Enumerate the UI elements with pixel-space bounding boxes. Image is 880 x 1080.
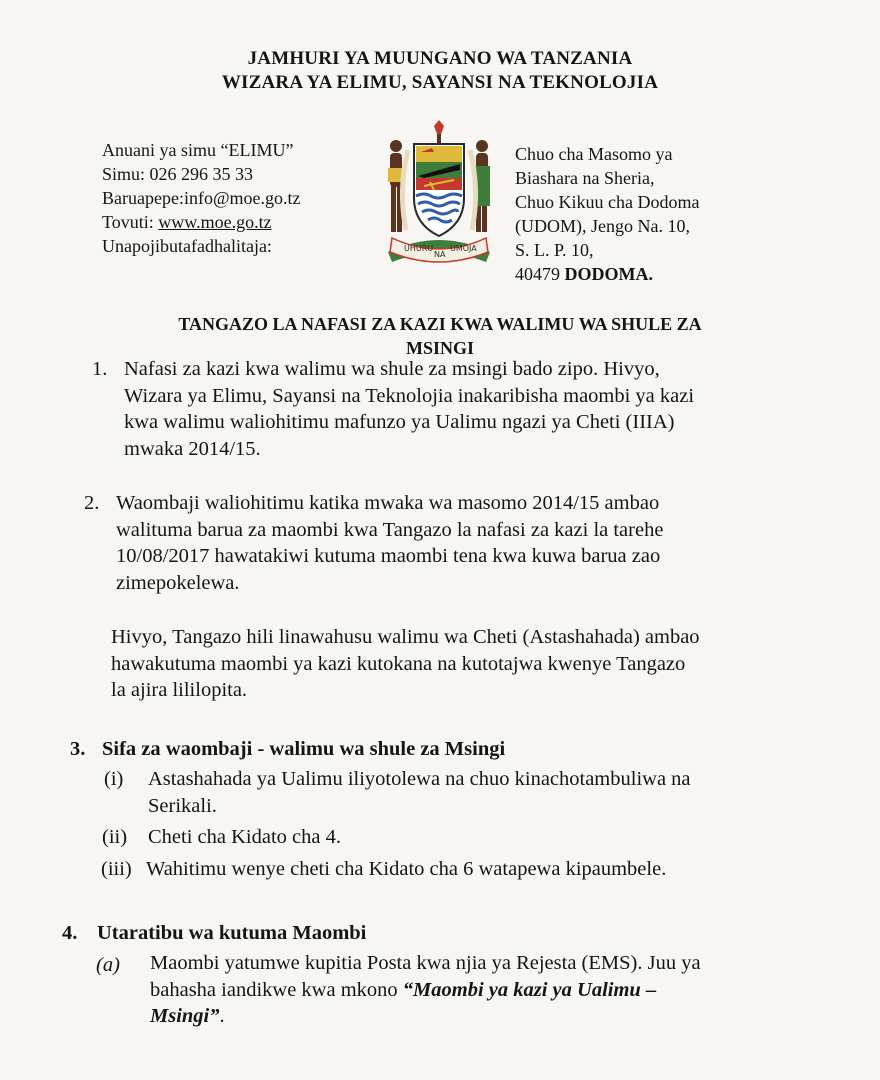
step-a-line [150, 1003, 701, 1030]
address-line-6 [515, 262, 699, 286]
req-ii-number: (ii) [102, 826, 128, 848]
ministry-header-line2: WIZARA YA ELIMU, SAYANSI NA TEKNOLOJIA [221, 72, 659, 93]
motto-right: UMOJA [450, 244, 477, 253]
paragraph-2-line: zimepokelewa. [116, 571, 240, 594]
announcement-title-line2: MSINGI [405, 338, 474, 358]
req-ii-text: Cheti cha Kidato cha 4. [148, 826, 341, 848]
motto-left: UHURU [404, 244, 434, 253]
address-line-5: S. L. P. 10, [515, 240, 594, 260]
req-i-text [148, 766, 691, 819]
website-link[interactable]: www.moe.go.tz [158, 212, 272, 232]
paragraph-2-line: walituma barua za maombi kwa Tangazo la nafasi za kazi la tarehe [116, 518, 664, 541]
paragraph-1 [124, 356, 694, 462]
step-a-line: Maombi yatumwe kupitia Posta kwa njia ya Rejesta (EMS). Juu ya [150, 952, 701, 974]
paragraph-2-line: 10/08/2017 hawatakiwi kutuma maombi tena kwa kuwa barua zao [116, 545, 661, 567]
req-iii-number: (iii) [101, 858, 132, 880]
section-3-heading: Sifa za waombaji - walimu wa shule za Msingi [102, 738, 506, 760]
item-number-2: 2. [84, 492, 100, 514]
motto-mid: NA [434, 250, 446, 259]
paragraph-2b [111, 624, 700, 704]
paragraph-1-line: mwaka 2014/15. [124, 437, 261, 460]
item-number-4: 4. [62, 922, 78, 944]
item-number-1: 1. [92, 358, 108, 380]
paragraph-2b-line: Hivyo, Tangazo hili linawahusu walimu wa Cheti (Astashahada) ambao [111, 626, 700, 648]
step-a-text [150, 950, 701, 1030]
paragraph-1-line: kwa walimu waliohitimu mafunzo ya Ualimu ngazi ya Cheti (IIIA) [124, 411, 675, 433]
address-line-2: Biashara na Sheria, [515, 168, 655, 188]
paragraph-2-line: Waombaji waliohitimu katika mwaka wa masomo 2014/15 ambao [116, 492, 660, 514]
postcode: 40479 [515, 264, 565, 284]
paragraph-1-line: Wizara ya Elimu, Sayansi na Teknolojia inakaribisha maombi ya kazi [124, 384, 695, 407]
paragraph-1-line: Nafasi za kazi kwa walimu wa shule za msingi bado zipo. Hivyo, [124, 358, 660, 380]
address-line-3: Chuo Kikuu cha Dodoma [515, 192, 700, 212]
email-address[interactable]: Baruapepe:info@moe.go.tz [102, 188, 301, 208]
address-block [515, 142, 699, 286]
address-line-1: Chuo cha Masomo ya [515, 144, 673, 164]
paragraph-2b-line: hawakutuma maombi ya kazi kutokana na kutotajwa kwenye Tangazo [111, 652, 686, 675]
envelope-label-end: Msingi” [150, 1005, 220, 1027]
city: DODOMA. [564, 264, 653, 284]
ministry-header-line1: JAMHURI YA MUUNGANO WA TANZANIA [247, 48, 633, 69]
contact-block [102, 138, 301, 258]
req-i-line: Serikali. [148, 794, 217, 817]
paragraph-2b-line: la ajira lililopita. [111, 679, 248, 701]
step-a-line [150, 977, 701, 1004]
website-label: Tovuti: [102, 212, 159, 232]
paragraph-2 [116, 490, 663, 596]
step-a-number: (a) [96, 954, 120, 976]
website-line [102, 210, 301, 234]
item-number-3: 3. [70, 738, 86, 760]
announcement-title-line1: TANGAZO LA NAFASI ZA KAZI KWA WALIMU WA SHULE ZA [178, 314, 702, 334]
section-4-heading: Utaratibu wa kutuma Maombi [97, 922, 367, 944]
address-line-4: (UDOM), Jengo Na. 10, [515, 216, 690, 236]
step-a-period: . [219, 1005, 225, 1027]
req-i-number: (i) [104, 768, 124, 790]
telegram-address: Anuani ya simu “ELIMU” [102, 140, 294, 160]
reply-reference: Unapojibutafadhalitaja: [102, 236, 272, 256]
coat-of-arms-icon [374, 120, 504, 270]
req-i-line: Astashahada ya Ualimu iliyotolewa na chuo kinachotambuliwa na [148, 768, 691, 790]
step-a-plain: bahasha iandikwe kwa mkono [150, 978, 403, 1001]
envelope-label: “Maombi ya kazi ya Ualimu – [402, 978, 657, 1001]
coat-of-arms-emblem [374, 120, 504, 270]
req-iii-text: Wahitimu wenye cheti cha Kidato cha 6 watapewa kipaumbele. [146, 858, 667, 880]
phone-number: Simu: 026 296 35 33 [102, 164, 254, 184]
